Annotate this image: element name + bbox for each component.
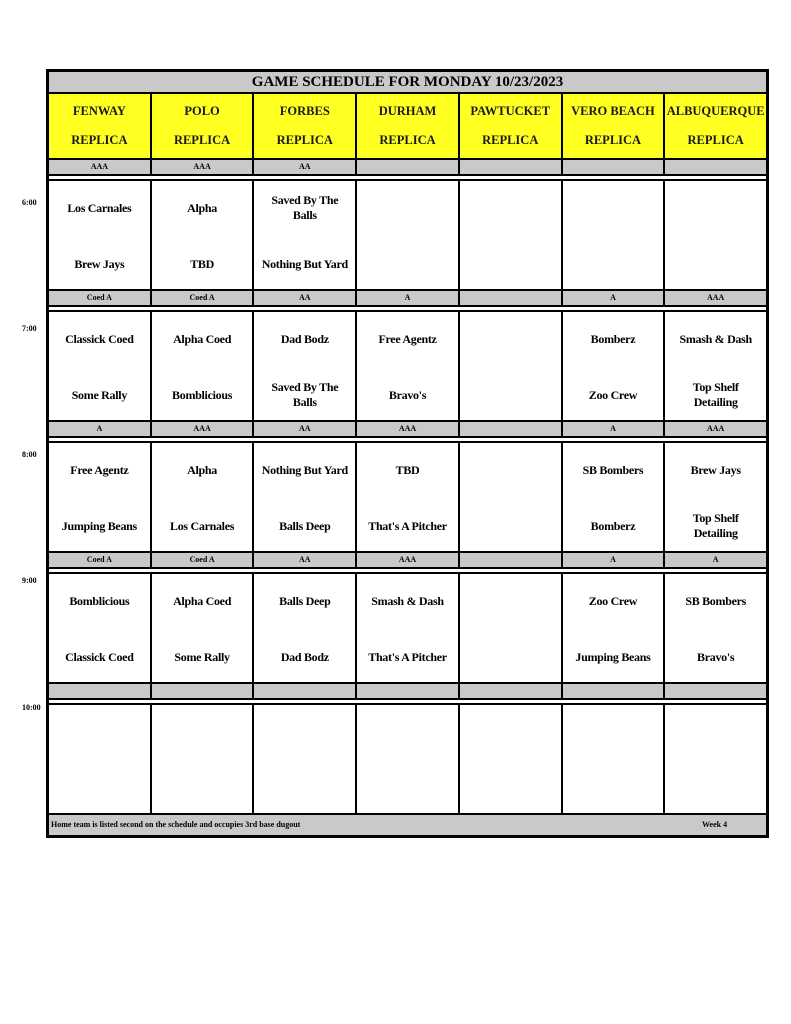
field-header <box>254 94 357 158</box>
home-team: Some Rally <box>71 388 128 402</box>
division-label: Coed A <box>152 553 255 567</box>
away-team: SB Bombers <box>685 594 747 608</box>
division-label: AA <box>254 422 357 436</box>
away-team: Free Agentz <box>378 332 437 346</box>
field-header <box>357 94 460 158</box>
game-cell <box>665 705 766 813</box>
home-team: Los Carnales <box>170 519 235 533</box>
game-cell <box>665 312 766 420</box>
division-label <box>49 684 152 698</box>
game-cell <box>254 312 357 420</box>
field-subtitle: REPLICA <box>276 133 333 147</box>
home-team: Top Shelf Detailing <box>692 380 739 409</box>
time-slot-row <box>49 574 766 684</box>
field-name: FORBES <box>279 104 330 118</box>
game-cell <box>357 574 460 682</box>
division-label <box>357 684 460 698</box>
field-header <box>563 94 666 158</box>
game-cell <box>665 443 766 551</box>
time-label: 8:00 <box>22 450 37 459</box>
home-team: Jumping Beans <box>575 650 651 664</box>
field-subtitle: REPLICA <box>379 133 436 147</box>
away-team: TBD <box>395 463 420 477</box>
field-header <box>460 94 563 158</box>
home-team: Zoo Crew <box>588 388 638 402</box>
away-team: Alpha <box>187 201 217 215</box>
game-cell <box>49 443 152 551</box>
away-team: Nothing But Yard <box>261 463 348 477</box>
game-cell <box>563 443 666 551</box>
division-label: A <box>49 422 152 436</box>
division-label: AAA <box>357 553 460 567</box>
division-label <box>460 160 563 174</box>
division-label <box>665 684 766 698</box>
field-name: POLO <box>184 104 220 118</box>
away-team: Zoo Crew <box>588 594 638 608</box>
game-cell <box>254 574 357 682</box>
schedule-footer <box>49 813 766 835</box>
time-slot-row <box>49 443 766 553</box>
away-team: Alpha Coed <box>173 332 232 346</box>
game-cell <box>357 312 460 420</box>
division-label: Coed A <box>49 291 152 305</box>
game-cell <box>152 705 255 813</box>
game-cell <box>563 574 666 682</box>
away-team: Classick Coed <box>65 332 134 346</box>
field-header <box>152 94 255 158</box>
division-label <box>563 160 666 174</box>
division-label: AAA <box>707 424 725 433</box>
time-label: 6:00 <box>22 198 37 207</box>
field-subtitle: REPLICA <box>584 133 642 147</box>
schedule-title: GAME SCHEDULE FOR MONDAY 10/23/2023 <box>49 72 766 94</box>
division-label: AAA <box>707 293 725 302</box>
game-cell <box>49 705 152 813</box>
game-cell <box>152 181 255 289</box>
game-cell <box>563 312 666 420</box>
division-label: AA <box>254 553 357 567</box>
division-row <box>49 422 766 438</box>
division-label: AAA <box>357 422 460 436</box>
field-name: ALBUQUERQUE <box>666 104 765 118</box>
home-team: TBD <box>190 257 214 271</box>
division-label <box>460 291 563 305</box>
game-cell <box>49 312 152 420</box>
division-label <box>460 553 563 567</box>
away-team: Bomblicious <box>69 594 130 608</box>
division-row <box>49 160 766 176</box>
division-label <box>563 684 666 698</box>
time-slot-row <box>49 312 766 422</box>
game-cell <box>563 181 666 289</box>
away-team: Balls Deep <box>279 594 331 608</box>
game-cell <box>665 574 766 682</box>
division-label: A <box>563 553 666 567</box>
game-cell <box>357 443 460 551</box>
away-team: Bomberz <box>590 332 636 346</box>
away-team: Saved By The Balls <box>271 193 339 222</box>
away-team: Brew Jays <box>690 463 741 477</box>
division-label: A <box>563 291 666 305</box>
field-name: DURHAM <box>378 104 437 118</box>
division-label <box>254 684 357 698</box>
home-team: Brew Jays <box>74 257 125 271</box>
away-team: Free Agentz <box>70 463 129 477</box>
division-label: A <box>712 555 719 564</box>
division-label <box>460 684 563 698</box>
division-row <box>49 291 766 307</box>
week-label: Week 4 <box>702 820 728 829</box>
home-team: That's A Pitcher <box>368 650 447 664</box>
game-cell <box>254 181 357 289</box>
home-team: Some Rally <box>174 650 230 664</box>
home-team: Nothing But Yard <box>261 257 348 271</box>
footer-note: Home team is listed second on the schedule and occupies 3rd base dugout <box>51 820 301 829</box>
division-label: AAA <box>152 160 255 174</box>
home-team: Bravo's <box>697 650 735 664</box>
game-cell <box>460 181 563 289</box>
game-cell <box>254 443 357 551</box>
game-cell <box>152 443 255 551</box>
time-label: 9:00 <box>22 576 37 585</box>
away-team: SB Bombers <box>582 463 644 477</box>
away-team: Smash & Dash <box>679 332 752 346</box>
field-name: FENWAY <box>72 104 126 118</box>
division-label <box>665 160 766 174</box>
field-header <box>49 94 152 158</box>
field-header-row <box>49 94 766 160</box>
time-label: 10:00 <box>22 703 41 712</box>
division-row <box>49 553 766 569</box>
division-label <box>357 160 460 174</box>
division-label: A <box>357 291 460 305</box>
field-name: VERO BEACH <box>571 104 655 118</box>
division-label <box>152 684 255 698</box>
field-subtitle: REPLICA <box>71 133 128 147</box>
away-team: Alpha <box>187 463 217 477</box>
game-cell <box>357 181 460 289</box>
game-cell <box>460 443 563 551</box>
game-cell <box>254 705 357 813</box>
time-label: 7:00 <box>22 324 37 333</box>
division-label: AAA <box>152 422 255 436</box>
division-label <box>460 422 563 436</box>
game-cell <box>49 181 152 289</box>
field-subtitle: REPLICA <box>173 133 231 147</box>
game-cell <box>665 181 766 289</box>
field-subtitle: REPLICA <box>482 133 539 147</box>
field-subtitle: REPLICA <box>687 133 744 147</box>
away-team: Los Carnales <box>67 201 132 215</box>
away-team: Alpha Coed <box>173 594 232 608</box>
game-cell <box>460 312 563 420</box>
away-team: Dad Bodz <box>280 332 329 346</box>
game-cell <box>49 574 152 682</box>
home-team: Jumping Beans <box>61 519 137 533</box>
home-team: Balls Deep <box>279 519 331 533</box>
division-label: AAA <box>49 160 152 174</box>
division-label: AA <box>254 291 357 305</box>
division-row <box>49 684 766 700</box>
game-cell <box>152 574 255 682</box>
time-slot-row <box>49 705 766 813</box>
game-cell <box>357 705 460 813</box>
home-team: Classick Coed <box>65 650 134 664</box>
division-label: AA <box>254 160 357 174</box>
schedule-table <box>46 69 769 838</box>
game-cell <box>460 574 563 682</box>
division-label: A <box>563 422 666 436</box>
field-header <box>665 94 766 158</box>
game-cell <box>152 312 255 420</box>
home-team: Bomberz <box>590 519 636 533</box>
division-label: Coed A <box>49 553 152 567</box>
home-team: Saved By The Balls <box>271 380 339 409</box>
home-team: Bravo's <box>388 388 427 402</box>
field-name: PAWTUCKET <box>470 104 551 118</box>
time-slot-row <box>49 181 766 291</box>
game-cell <box>563 705 666 813</box>
home-team: That's A Pitcher <box>368 519 447 533</box>
home-team: Top Shelf Detailing <box>692 511 739 540</box>
game-cell <box>460 705 563 813</box>
home-team: Dad Bodz <box>280 650 329 664</box>
division-label: Coed A <box>152 291 255 305</box>
away-team: Smash & Dash <box>371 594 444 608</box>
home-team: Bomblicious <box>172 388 233 402</box>
